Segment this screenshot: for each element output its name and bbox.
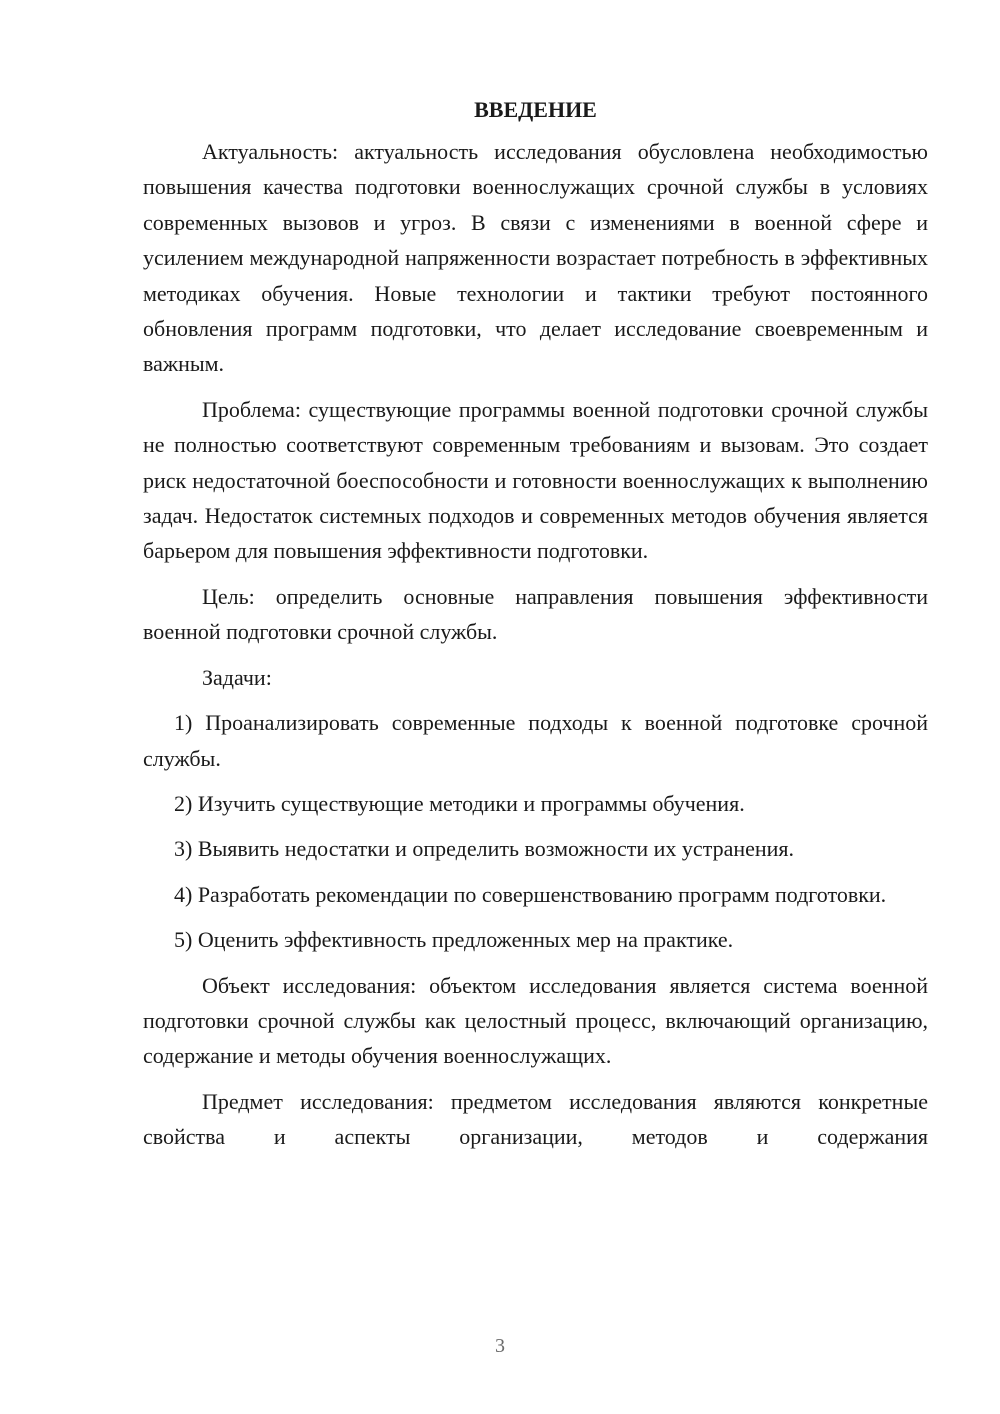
paragraph-problem: Проблема: существующие программы военной подготовки срочной службы не полностью соответствуют современным требованиям и вызовам. Это создает риск недостаточной боеспособности и готовности военнослужащих к выполнению задач. Недостаток системных подходов и современных методов обучения является барьером для повышения эффективности подготовки. (143, 396, 928, 564)
paragraph-tasks-label: Задачи: (202, 664, 272, 690)
task-item-2: 2) Изучить существующие методики и программы обучения. (174, 790, 745, 816)
task-item-5: 5) Оценить эффективность предложенных мер на практике. (174, 927, 734, 953)
paragraph-subject: Предмет исследования: предметом исследования являются конкретные свойства и аспекты организации, методов и содержания (143, 1088, 928, 1150)
paragraph-object: Объект исследования: объектом исследования является система военной подготовки срочной службы как целостный процесс, включающий организацию, содержание и методы обучения военнослужащих. (143, 972, 928, 1069)
section-heading: ВВЕДЕНИЕ (474, 97, 597, 122)
task-item-4: 4) Разработать рекомендации по совершенствованию программ подготовки. (174, 881, 887, 907)
document-page (143, 92, 928, 1165)
paragraph-relevance: Актуальность: актуальность исследования обусловлена необходимостью повышения качества подготовки военнослужащих срочной службы в условиях современных вызовов и угроз. В связи с изменениями в военной сфере и усилением международной напряженности возрастает потребность в эффективных методиках обучения. Новые технологии и тактики требуют постоянного обновления программ подготовки, что делает исследование своевременным и важным. (143, 139, 928, 377)
page-number: 3 (495, 1335, 505, 1357)
paragraph-goal: Цель: определить основные направления повышения эффективности военной подготовки срочной службы. (143, 583, 928, 645)
task-item-3: 3) Выявить недостатки и определить возможности их устранения. (174, 836, 795, 862)
task-item-1: 1) Проанализировать современные подходы к военной подготовке срочной службы. (143, 710, 928, 771)
